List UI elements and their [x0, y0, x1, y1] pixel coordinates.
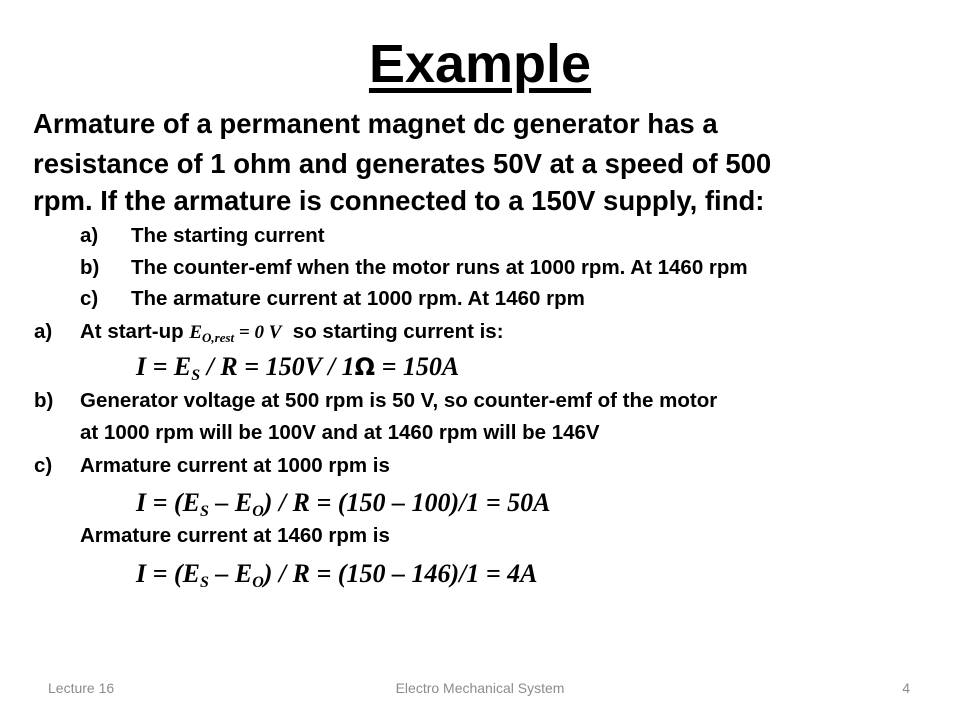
- question-b-text: The counter-emf when the motor runs at 1000 rpm. At 1460 rpm: [131, 256, 748, 279]
- answer-a-label: a): [34, 320, 53, 343]
- problem-line-3: rpm. If the armature is connected to a 150V supply, find:: [33, 185, 765, 216]
- answer-b-line-1: Generator voltage at 500 rpm is 50 V, so counter-emf of the motor: [80, 389, 718, 412]
- problem-line-2: resistance of 1 ohm and generates 50V at a speed of 500: [33, 148, 772, 179]
- question-c-text: The armature current at 1000 rpm. At 1460 rpm: [131, 287, 585, 310]
- question-a-label: a): [80, 224, 99, 247]
- answer-c-label: c): [34, 454, 53, 477]
- answer-c-line-2: Armature current at 1460 rpm is: [80, 524, 390, 547]
- footer-page-number: 4: [902, 680, 910, 696]
- footer-course-title: Electro Mechanical System: [395, 680, 565, 696]
- formula-starting-current: $I = E_S / R = 150V / 1\Omega = 150A$: [136, 352, 460, 384]
- problem-line-1: Armature of a permanent magnet dc generator has a: [33, 108, 718, 139]
- footer-lecture: Lecture 16: [48, 680, 115, 696]
- question-c-label: c): [80, 287, 99, 310]
- question-b-label: b): [80, 256, 100, 279]
- formula-armature-current-1000: $I = (E_S - E_O) / R = (150 - 100)/1 = 50A$: [136, 488, 551, 520]
- answer-b-label: b): [34, 389, 54, 412]
- answer-a-text: At start-up $E_{O,rest} = 0$ V so starting current is:: [80, 320, 504, 345]
- omega-symbol: Ω: [354, 353, 376, 381]
- formula-armature-current-1460: $I = (E_S - E_O) / R = (150 - 146)/1 = 4A$: [136, 559, 538, 591]
- answer-c-line-1: Armature current at 1000 rpm is: [80, 454, 390, 477]
- condition-expression: $E_{O,rest} = 0$ V: [189, 322, 282, 345]
- slide-title: Example: [368, 34, 592, 94]
- answer-b-line-2: at 1000 rpm will be 100V and at 1460 rpm will be 146V: [80, 421, 600, 444]
- question-a-text: The starting current: [131, 224, 325, 247]
